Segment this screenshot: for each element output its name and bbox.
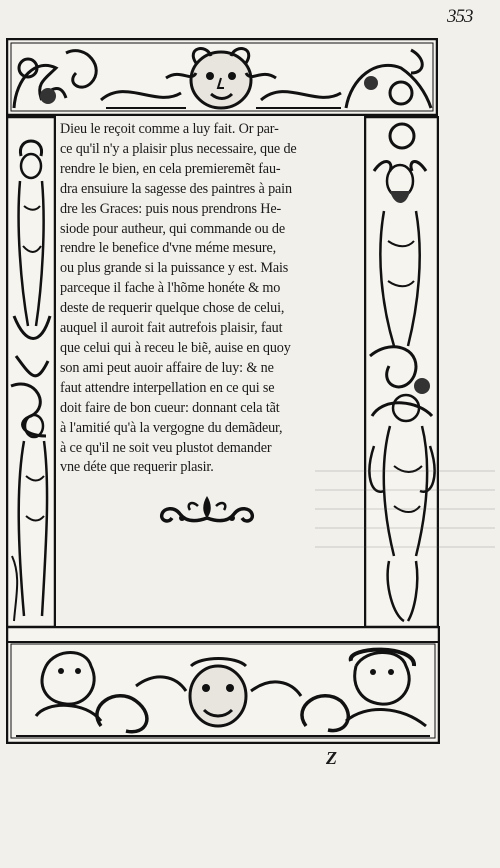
text-line: à l'amitié qu'à la vergogne du demãdeur,	[60, 419, 283, 436]
text-line: parceque il fache à l'hõme honéte & mo	[60, 280, 281, 297]
text-line: doit faire de bon cueur: donnant cela tãt	[60, 399, 280, 416]
text-line: Dieu le reçoit comme a luy fait. Or par-	[60, 121, 279, 137]
text-line: faut attendre interpellation en ce qui se	[60, 379, 275, 396]
text-line: auquel il auroit fait autrefois plaisir, faut	[60, 320, 283, 337]
text-line: siode pour autheur, qui commande ou de	[60, 220, 286, 237]
text-line: rendre le bien, en cela premieremẽt fau-	[60, 160, 281, 177]
text-line: vne déte que requerir plasir.	[60, 459, 214, 476]
signature-mark: Z	[326, 748, 337, 768]
text-line: dra ensuiure la sagesse des paintres à pain	[60, 180, 292, 197]
body-text	[60, 120, 362, 478]
woodcut-border-left	[6, 116, 56, 628]
woodcut-border-right	[364, 116, 439, 628]
text-line: deste de requerir quelque chose de celui,	[60, 300, 285, 317]
text-line: dre les Graces: puis nous prendrons He-	[60, 200, 282, 217]
woodcut-border-top	[6, 38, 438, 116]
woodcut-border-bottom	[6, 626, 440, 744]
page-number: 353	[447, 6, 473, 27]
text-line: ce qu'il n'y a plaisir plus necessaire, que de	[60, 140, 297, 157]
text-line: à ce qu'il ne soit veu plustot demander	[60, 439, 272, 456]
text-line: ou plus grande si la puissance y est. Mais	[60, 260, 289, 277]
text-line: que celui qui à receu le biẽ, auise en quoy	[60, 339, 291, 356]
fleuron-ornament	[158, 492, 256, 526]
text-line: rendre le benefice d'vne méme mesure,	[60, 240, 277, 257]
text-line: son ami peut auoir affaire de luy: & ne	[60, 359, 274, 376]
